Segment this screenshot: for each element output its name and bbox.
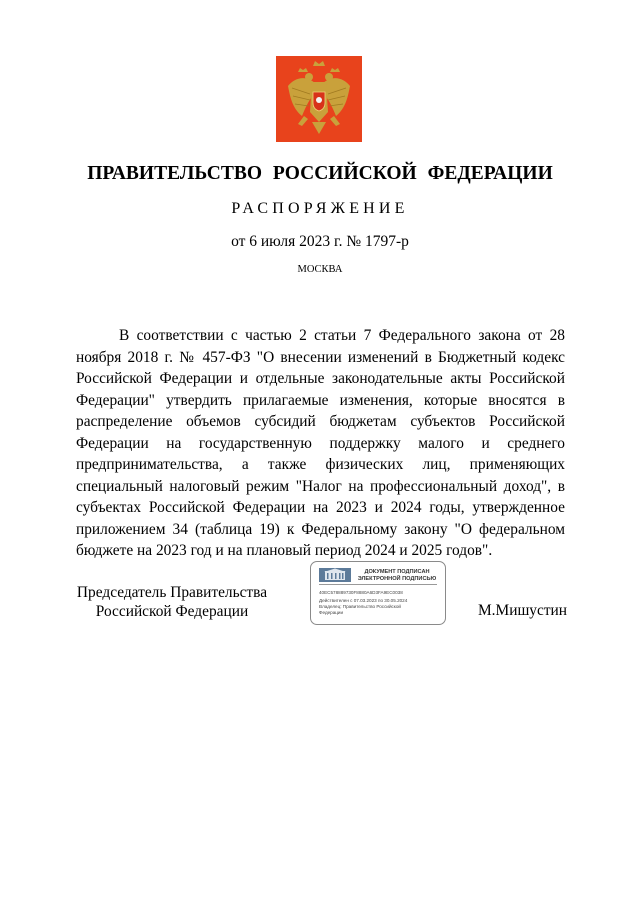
signer-name: М.Мишустин — [478, 602, 568, 619]
document-type: РАСПОРЯЖЕНИЕ — [231, 200, 409, 217]
signer-position — [74, 583, 270, 621]
stamp-validity: Действителен с 07.03.2023 по 30.05.2024 — [319, 598, 408, 603]
stamp-owner-line2: Федерации — [319, 610, 344, 615]
document-date-number: от 6 июля 2023 г. № 1797-р — [231, 233, 409, 250]
stamp-owner-line1: Владелец: Правительство Российской — [319, 604, 401, 609]
stamp-divider — [319, 584, 437, 585]
stamp-heading-line1: ДОКУМЕНТ ПОДПИСАН — [364, 569, 430, 575]
stamp-heading-line2: ЭЛЕКТРОННОЙ ПОДПИСЬЮ — [357, 576, 437, 582]
document-city: МОСКВА — [297, 264, 343, 275]
body-paragraph: В соответствии с частью 2 статьи 7 Федерального закона от 28 ноября 2018 г. № 457-ФЗ "О внесении изменений в Бюджетный кодекс Российской Федерации и отдельные законодательные акты Российской Федерации" утвердить прилагаемые изменения, которые вносятся в распределение объемов субсидий бюджетам субъектов Российской Федерации на государственную поддержку малого и среднего предпринимательства, а также физических лиц, применяющих специальный налоговый режим "Налог на профессиональный доход", в субъектах Российской Федерации на 2023 и 2024 годы, утвержденное приложением 34 (таблица 19) к Федеральному закону "О федеральном бюджете на 2023 год и на плановый период 2024 и 2025 годов". — [76, 327, 565, 559]
electronic-signature-stamp — [310, 561, 446, 625]
stamp-heading — [353, 569, 441, 583]
coat-of-arms-icon — [276, 56, 362, 142]
page-title: ПРАВИТЕЛЬСТВО РОССИЙСКОЙ ФЕДЕРАЦИИ — [87, 163, 553, 184]
stamp-certificate: 40EC578889730F8880A6D3FA9EC0038 — [319, 590, 403, 595]
signer-position-line1: Председатель Правительства — [76, 584, 268, 601]
signer-position-line2: Российской Федерации — [95, 603, 249, 620]
government-building-icon — [319, 568, 351, 582]
